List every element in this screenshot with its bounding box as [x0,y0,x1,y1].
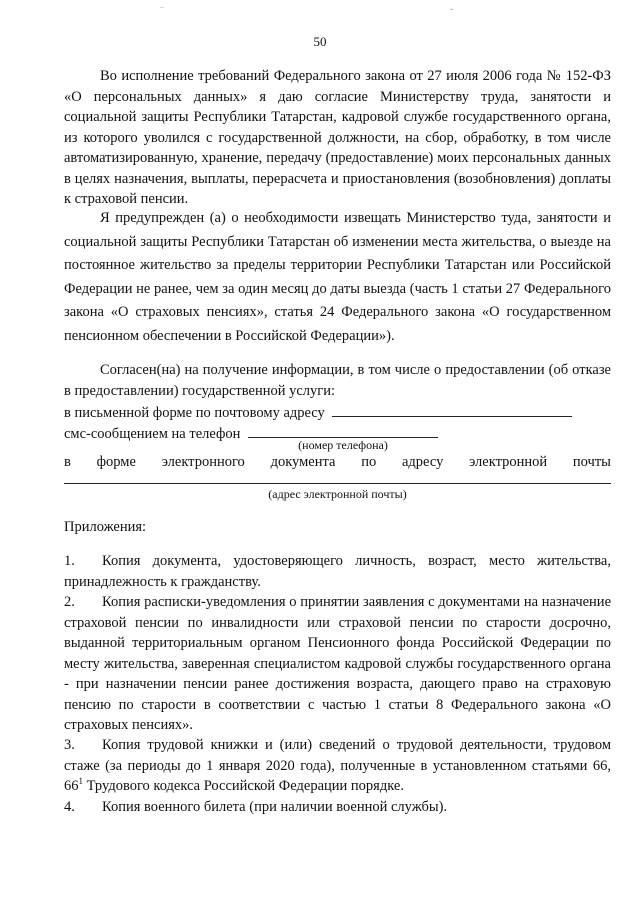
attachment-item [64,592,611,736]
notification-paragraph: Согласен(на) на получение информации, в том числе о предоставлении (об отказе в предоставлении) государственной услуги: [64,362,611,399]
item-number: 4. [64,799,75,815]
postal-address-row [64,402,611,422]
item-number: 3. [64,737,75,753]
item-text: Трудового кодекса Российской Федерации порядке. [83,778,404,794]
warning-paragraph: Я предупрежден (а) о необходимости извещать Министерство туда, занятости и социальной защиты Республики Татарстан об изменении места жительства, о выезде на постоянное жительство за пределы территории Республики Татарстан или Российской Федерации не ранее, чем за один месяц до даты выезда (часть 1 статьи 27 Федерального закона «О страховых пенсиях», статья 24 Федерального закона «О государственном пенсионном обеспечении в Российской Федерации»). [64,210,611,344]
attachment-item [64,551,611,592]
email-word: в [64,454,71,470]
phone-field[interactable] [248,423,438,438]
sms-label: смс-сообщением на телефон [64,426,241,442]
item-number: 1. [64,553,75,569]
email-address-field[interactable] [64,483,611,484]
consent-paragraph: Во исполнение требований Федерального закона от 27 июля 2006 года № 152-ФЗ «О персональных данных» я даю согласие Министерству труда, занятости и социальной защиты Республики Татарстан, кадровой службе государственного органа, из которого уволился с государственной должности, на сбор, обработку, в том числе автоматизированную, хранение, передачу (предоставление) моих персональных данных в целях назначения, выплаты, перерасчета и приостановления (возобновления) доплаты к страховой пенсии. [64,68,611,207]
attachments-heading: Приложения: [64,519,147,535]
email-hint: (адрес электронной почты) [268,487,407,501]
postal-label: в письменной форме по почтовому адресу [64,405,325,421]
scan-mark: ‾ [160,8,164,19]
item-text: Копия военного билета (при наличии военной службы). [102,799,448,815]
item-text: Копия документа, удостоверяющего личность, возраст, место жительства, принадлежность к гражданству. [64,553,611,590]
scan-mark: ˇ [450,8,454,19]
email-word: электронного [161,454,245,470]
email-word: форме [96,454,136,470]
attachment-item [64,735,611,797]
postal-address-field[interactable] [332,402,572,417]
page-number: 50 [313,34,327,49]
item-text: Копия расписки-уведомления о принятии заявления с документами на назначение страховой пенсии по инвалидности или страховой пенсии по старости досрочно, выданной территориальным органом Пенсионного фонда Российской Федерации по месту жительства, заверенная специалистом кадровой службы государственного органа - при назначении пенсии ранее достижения возраста, дающего право на страховую пенсию по старости в соответствии с частью 1 статьи 8 Федерального закона «О страховых пенсиях». [64,594,611,733]
email-word: документа [270,454,336,470]
email-row [64,454,611,471]
item-number: 2. [64,594,75,610]
attachment-item [64,797,611,818]
email-word: почты [572,454,611,470]
email-word: электронной [469,454,548,470]
phone-hint: (номер телефона) [298,438,388,452]
superscript: 1 [78,776,83,787]
email-word: адресу [401,454,444,470]
email-word: по [361,454,377,470]
item-text: Копия трудовой книжки и (или) сведений о трудовой деятельности, трудовом стаже (за периоды до 1 января 2020 года), полученные в установленном статьями 66, 66 [64,737,611,794]
